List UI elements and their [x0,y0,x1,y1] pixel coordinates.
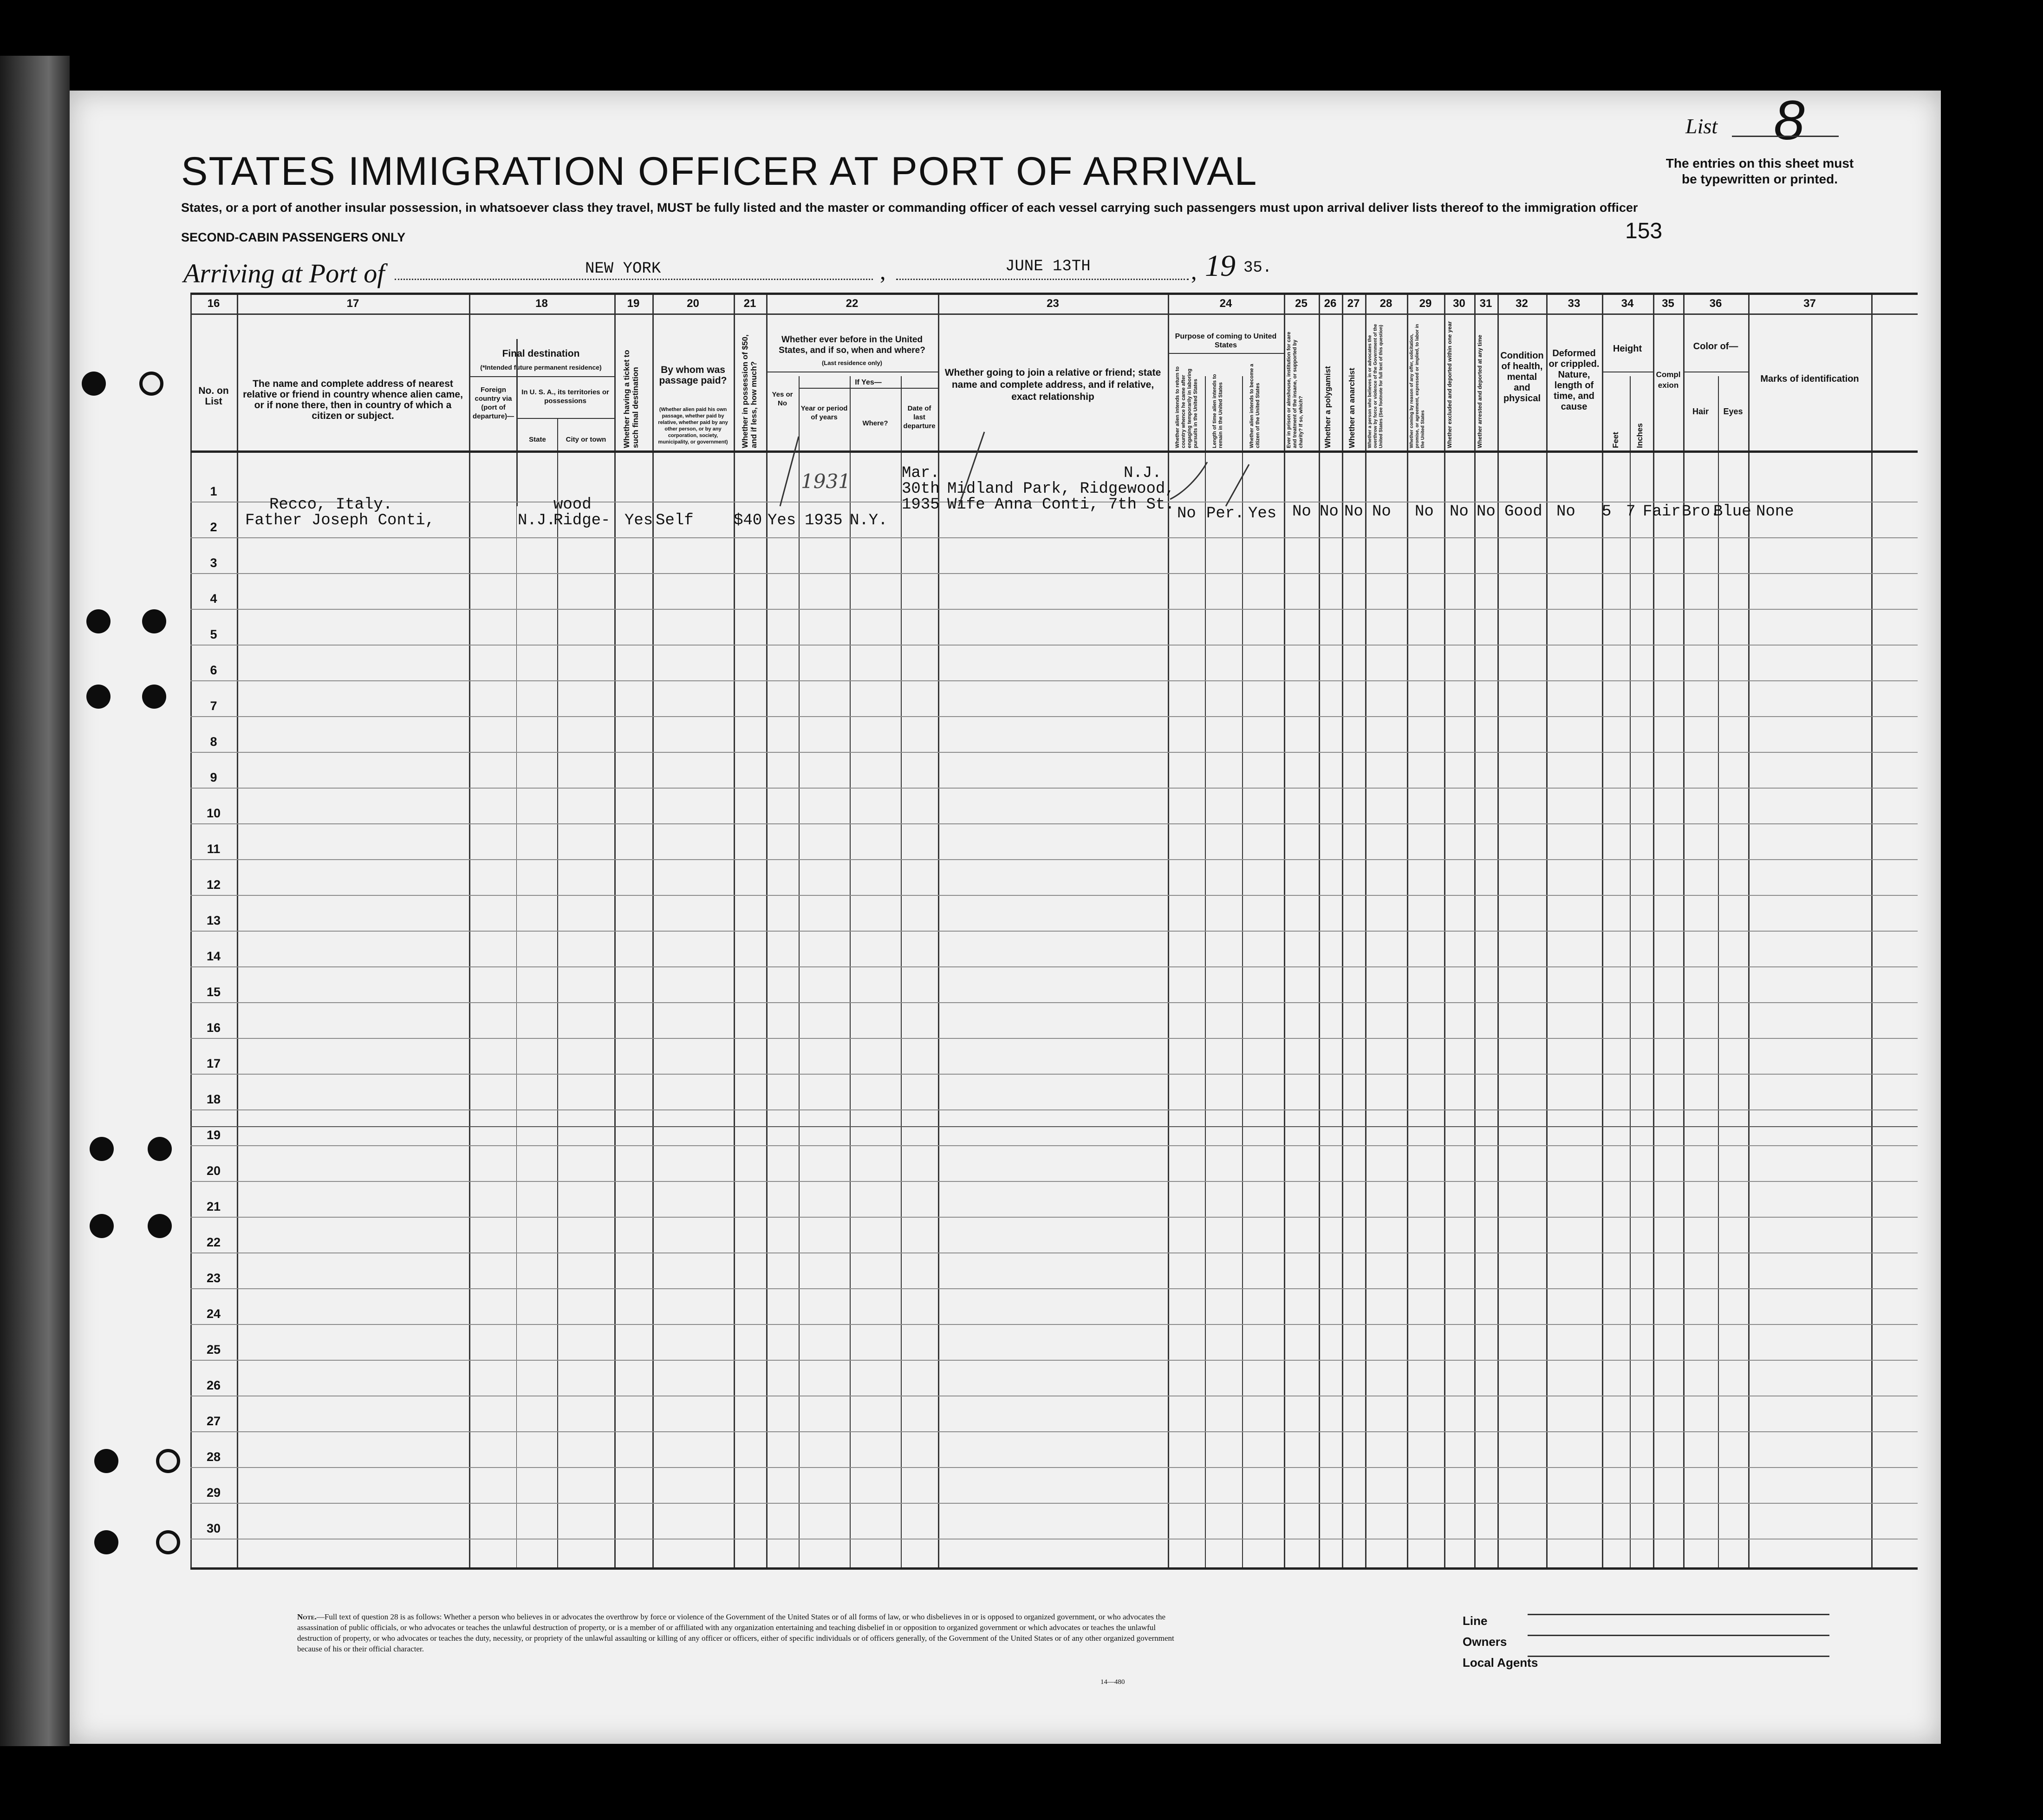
header-ticket: Whether having a ticket to such final destination [622,350,640,448]
date-value: JUNE 13TH [1005,258,1091,275]
row-number: 23 [206,1271,221,1285]
header-become-citizen: Whether alien intends to become a citizen of the United States [1249,364,1261,448]
footnote-text: —Full text of question 28 is as follows: Whether a person who believes in or advocates the overthrow by force or violence of the Government of the United States or of all forms of law, or who disbelieves in or is opposed to organized government, or who advocates the assassination of public officials, or who advocates or teaches the unlawful destruction of property, or is a member of or affiliated with any organization entertaining and teaching disbelief in or opposition to organized government or which advocates or teaches the unlawful destruction of property, or who advocates or teaches the duty, necessity, or propriety of the unlawful assaulting or killing of any officer or officers, either of specific individuals or of officers generally, of the Government of the United States or of any other organized government because of his or their official character. [297,1612,1174,1653]
header-city: City or town [566,436,606,444]
col-num-20: 20 [687,297,699,310]
arriving-label: Arriving at Port of [183,258,385,288]
hair-value: Bro. [1682,503,1720,521]
row-line [190,1074,1918,1075]
row-line [190,573,1918,574]
header-final-destination: Final destination [502,348,580,359]
col-num-25: 25 [1295,297,1308,310]
row-number: 16 [206,1021,221,1035]
col-num-35: 35 [1662,297,1674,310]
col-num-26: 26 [1324,297,1337,310]
header-foreign-country: Foreign country via (port of departure)— [472,386,514,420]
col-num-22: 22 [846,297,859,310]
inches-value: 7 [1626,503,1636,521]
punch-hole [148,1214,172,1238]
col-num-31: 31 [1479,297,1492,310]
year-prefix: 19 [1205,249,1236,283]
comma: , [1191,258,1197,284]
row-number: 15 [206,985,221,999]
row-line [190,1145,1918,1146]
feet-value: 5 [1602,503,1612,521]
before-us-value: Yes [768,512,796,529]
header-state: State [529,436,546,444]
overthrow-value: No [1372,503,1391,521]
header-purpose: Purpose of coming to United States [1175,333,1277,349]
row-line [190,1324,1918,1325]
header-excluded: Whether excluded and deported within one year [1446,321,1453,448]
complexion-value: Fair [1643,503,1681,521]
arrested-value: No [1477,503,1496,521]
row-number: 2 [210,520,217,534]
join-line0: N.J. [1124,464,1162,482]
header-labor-offer: Whether coming by reason of any offer, solicitation, promise, or agreement, expressed or implied, to labor in the United States [1409,324,1425,448]
header-return-intent: Whether alien intends to return to country whence he came after engaging temporarily in laboring pursuits in the United States [1175,366,1198,448]
row-line [190,1360,1918,1361]
row-number: 18 [206,1092,221,1106]
row-line [190,823,1918,824]
row-line [190,752,1918,753]
row-number: 12 [206,878,221,892]
form-subtitle: States, or a port of another insular possession, in whatsoever class they travel, MUST be fully listed and the master or commanding officer of each vessel carrying such passengers must upon arrival deliver lists thereof to the immigration officer [181,201,1638,215]
line-label: Line [1463,1614,1488,1628]
agents-field [1528,1656,1829,1657]
before-where-value: N.Y. [850,512,888,529]
header-eyes: Eyes [1723,407,1743,416]
polygamist-value: No [1320,503,1339,521]
col-num-37: 37 [1803,297,1816,310]
header-passage-note: (Whether alien paid his own passage, whether paid by relative, whether paid by any other person, or by any corporation, society, municipality, or government) [658,407,728,445]
year-suffix: 35. [1243,259,1272,277]
money-value: $40 [734,512,762,529]
owners-label: Owners [1463,1635,1507,1649]
list-number-line [1732,136,1839,137]
typewriter-note: The entries on this sheet must be typewritten or printed. [1666,156,1854,186]
punch-hole [90,1137,114,1161]
row-number: 20 [206,1164,221,1178]
adjacent-page-edge [0,56,70,1746]
header-before-us-note: (Last residence only) [821,359,883,366]
stay-length-value: Per. [1206,505,1244,522]
join-line2: Wife Anna Conti, 7th St. [947,496,1175,514]
excluded-value: No [1450,503,1469,521]
row-number: 8 [210,735,217,749]
footnote-label: Note. [297,1612,317,1621]
header-health: Condition of health, mental and physical [1500,351,1544,404]
row-line [190,645,1918,646]
date-dotted-line [896,279,1189,280]
col-num-34: 34 [1621,297,1634,310]
header-color-of: Color of— [1693,341,1738,352]
prison-value: No [1292,503,1311,521]
row-number: 28 [206,1450,221,1464]
row-line [190,1288,1918,1289]
row-number: 17 [206,1057,221,1070]
row-line [190,680,1918,681]
header-passage-paid: By whom was passage paid? [659,365,727,386]
row-line [190,609,1918,610]
row-line [190,931,1918,932]
row-number: 26 [206,1378,221,1392]
punch-hole [142,685,166,709]
handwritten-year: 1931 [801,470,851,493]
row-line [190,788,1918,789]
header-anarchist: Whether an anarchist [1347,368,1356,448]
departure-month: Mar. [902,464,940,482]
col-num-33: 33 [1568,297,1581,310]
header-no-on-list: No. on List [198,385,229,407]
citizen-value: Yes [1248,505,1277,522]
header-marks: Marks of identification [1760,374,1859,384]
row-line [190,1038,1918,1039]
header-before-us: Whether ever before in the United States, and if so, when and where? [779,335,925,355]
header-arrested: Whether arrested and deported at any time [1477,334,1483,448]
row-line [190,895,1918,896]
col-num-29: 29 [1419,297,1432,310]
row-number: 7 [210,699,217,713]
header-stay-length: Length of time alien intends to remain in the United States [1212,374,1223,448]
city-line1: wood [553,496,592,514]
header-inches: Inches [1635,423,1644,448]
handwritten-marks [743,418,1277,511]
row-number: 1 [210,484,217,498]
header-if-yes: If Yes— [855,378,882,386]
row-line [190,1503,1918,1504]
header-final-destination-note: (*Intended future permanent residence) [480,364,602,371]
row-number: 11 [207,842,221,856]
relative-line2: Father Joseph Conti, [245,512,435,529]
row-number: 22 [206,1235,221,1249]
ticket-value: Yes [625,512,653,529]
anarchist-value: No [1344,503,1363,521]
header-feet: Feet [1611,432,1620,448]
punch-hole [86,685,111,709]
row-number: 9 [210,770,217,784]
row-number: 29 [206,1486,221,1500]
row-line [190,1217,1918,1218]
col-num-36: 36 [1709,297,1722,310]
row-line [190,1181,1918,1182]
punch-hole [86,609,111,633]
punch-hole [94,1530,118,1554]
before-year-value: 1935 [805,512,843,529]
col-num-17: 17 [346,297,359,310]
header-date-departure: Date of last departure [903,404,936,430]
col-num-28: 28 [1379,297,1392,310]
city-line2: Ridge- [553,512,611,529]
header-overthrow: Whether a person who believes in or advocates the overthrow by force or violence of the Government of the United States (See footnote for full text of this question) [1367,324,1384,448]
row-number: 13 [206,913,221,927]
col-num-19: 19 [627,297,640,310]
row-number: 14 [206,949,221,963]
port-value: NEW YORK [585,260,661,278]
list-number: 8 [1774,89,1805,151]
col-num-18: 18 [535,297,548,310]
row-number: 4 [210,592,217,606]
port-dotted-line [395,279,873,280]
header-year: Year or period of years [800,404,848,421]
list-label: List [1685,114,1718,138]
relative-line1: Recco, Italy. [269,496,393,514]
row-line [190,716,1918,717]
row-number: 25 [206,1343,221,1357]
form-title: STATES IMMIGRATION OFFICER AT PORT OF ARRIVAL [181,149,1258,194]
header-yes-or-no: Yes or No [772,391,793,407]
punch-hole [156,1449,180,1473]
row-number: 30 [206,1521,221,1535]
punch-hole [94,1449,118,1473]
row-line [190,966,1918,967]
header-join-relative: Whether going to join a relative or friend; state name and complete address, and if relative, exact relationship [944,367,1161,402]
row-number: 24 [206,1307,221,1321]
state-value: N.J. [518,512,556,529]
eyes-value: Blue [1713,503,1751,521]
punch-hole [156,1530,180,1554]
punch-hole [139,372,163,396]
row-number: 3 [210,556,217,570]
col-num-21: 21 [743,297,756,310]
header-money: Whether in possession of $50, and if less, how much? [741,334,758,448]
col-num-23: 23 [1047,297,1059,310]
punch-hole [148,1137,172,1161]
row-number: 6 [210,663,217,677]
line-field [1528,1614,1829,1615]
header-prison: Ever in prison or almshouse, institution for care and treatment of the insane, or supported by charity? If so, which? [1286,332,1304,448]
row-line [190,537,1918,538]
row-line [190,1467,1918,1468]
col-num-30: 30 [1453,297,1465,310]
row-line [190,1109,1918,1110]
col-num-32: 32 [1516,297,1528,310]
col-num-16: 16 [207,297,220,310]
row-line [190,859,1918,860]
return-intent-value: No [1177,505,1196,522]
form-code: 14—480 [1100,1678,1125,1686]
departure-day: 30th [902,480,940,498]
marks-value: None [1756,503,1794,521]
row-line [190,1252,1918,1253]
header-hair: Hair [1692,407,1709,416]
row-line [190,1002,1918,1003]
footnote [297,1611,1189,1654]
comma: , [880,258,886,284]
header-height: Height [1613,344,1642,354]
row-number: 5 [210,627,217,641]
header-relative: The name and complete address of nearest relative or friend in country whence alien came, or if none there, then in country of which a citizen or subject. [243,378,463,421]
row-number: 19 [206,1128,221,1142]
row-line [190,1431,1918,1432]
col-num-24: 24 [1219,297,1232,310]
row-number: 21 [206,1200,221,1213]
row-number: 10 [206,806,221,820]
header-in-usa: In U. S. A., its territories or possessions [521,388,609,405]
agents-label: Local Agents [1463,1656,1538,1670]
row-number: 27 [206,1414,221,1428]
header-complexion: Complexion [1656,370,1681,390]
deformed-value: No [1556,503,1575,521]
sheet-number: 153 [1625,219,1663,243]
header-polygamist: Whether a polygamist [1323,366,1332,448]
health-value: Good [1504,503,1542,521]
punch-hole [82,372,106,396]
punch-hole [90,1214,114,1238]
col-num-27: 27 [1347,297,1360,310]
punch-hole [142,609,166,633]
cabin-class: SECOND-CABIN PASSENGERS ONLY [181,230,406,244]
paid-by-value: Self [656,512,694,529]
owners-field [1528,1635,1829,1636]
labor-value: No [1415,503,1434,521]
departure-year: 1935 [902,496,940,514]
header-deformed: Deformed or crippled. Nature, length of time, and cause [1549,348,1600,412]
header-where: Where? [862,419,888,427]
join-line1: Midland Park, Ridgewood, [947,480,1175,498]
